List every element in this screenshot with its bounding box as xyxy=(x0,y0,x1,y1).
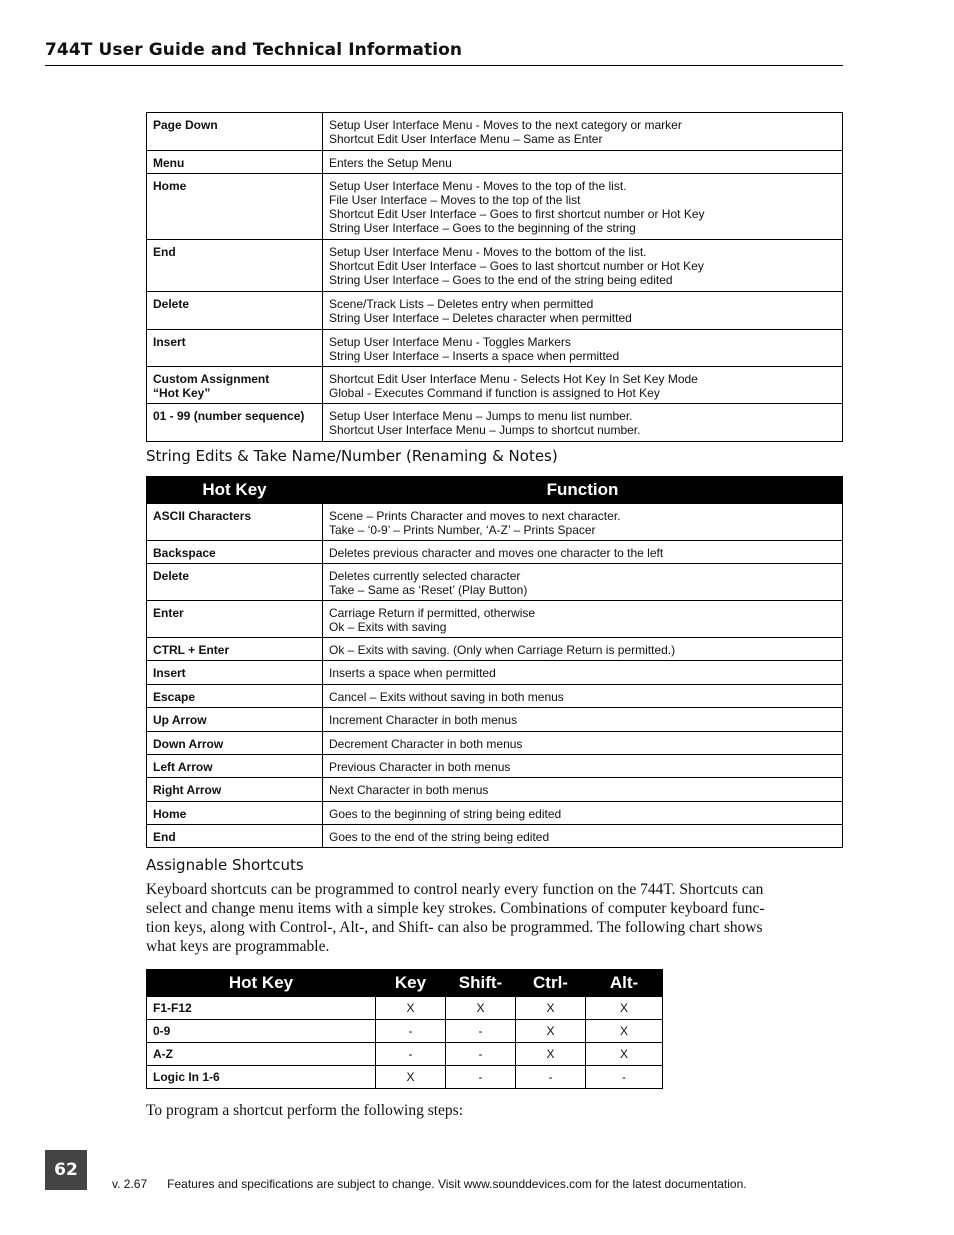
table-row xyxy=(147,638,843,661)
function-cell xyxy=(323,661,843,685)
function-line: String User Interface – Inserts a space when permitted xyxy=(329,349,620,363)
function-line: Enters the Setup Menu xyxy=(329,156,452,170)
table-row xyxy=(147,997,663,1020)
function-line: Deletes currently selected character xyxy=(329,569,521,583)
footer-disclaimer: Features and specifications are subject to change. Visit www.sounddevices.com for the latest documentation. xyxy=(167,1177,747,1191)
function-cell xyxy=(323,685,843,708)
table-row xyxy=(147,174,843,240)
availability-cell: X xyxy=(516,1020,586,1043)
function-cell xyxy=(323,330,843,367)
function-line: Goes to the beginning of string being edited xyxy=(329,807,562,821)
version-label: v. 2.67 xyxy=(112,1177,148,1191)
programmable-keys-table xyxy=(146,969,663,1089)
hotkey-cell: ASCII Characters xyxy=(147,504,323,541)
hotkey-cell: Down Arrow xyxy=(147,732,323,755)
table-row xyxy=(147,601,843,638)
function-line: Cancel – Exits without saving in both menus xyxy=(329,690,564,704)
function-line: Scene/Track Lists – Deletes entry when permitted xyxy=(329,297,594,311)
hotkey-cell: CTRL + Enter xyxy=(147,638,323,661)
function-line: Previous Character in both menus xyxy=(329,760,511,774)
function-cell xyxy=(323,755,843,778)
availability-cell: X xyxy=(586,997,663,1020)
table-row xyxy=(147,404,843,442)
function-line: Scene – Prints Character and moves to next character. xyxy=(329,509,621,523)
function-line: Setup User Interface Menu - Moves to the bottom of the list. xyxy=(329,245,647,259)
hotkey-cell: Custom Assignment “Hot Key” xyxy=(147,367,323,404)
table-row xyxy=(147,732,843,755)
function-line: Ok – Exits with saving. (Only when Carriage Return is permitted.) xyxy=(329,643,676,657)
hotkey-cell: Delete xyxy=(147,292,323,330)
hotkey-cell: F1-F12 xyxy=(147,997,376,1020)
paragraph-line: tion keys, along with Control-, Alt-, and Shift- can also be programmed. The following chart shows xyxy=(146,919,763,936)
function-line: Setup User Interface Menu - Toggles Markers xyxy=(329,335,571,349)
ctrl-column-header: Ctrl- xyxy=(516,970,586,997)
table-row xyxy=(147,802,843,825)
key-column-header: Key xyxy=(376,970,446,997)
table-row xyxy=(147,292,843,330)
function-cell xyxy=(323,825,843,848)
table-row xyxy=(147,708,843,732)
hotkey-cell: Logic In 1-6 xyxy=(147,1066,376,1089)
ui-controls-table xyxy=(146,112,843,442)
function-cell xyxy=(323,367,843,404)
function-line: Setup User Interface Menu – Jumps to menu list number. xyxy=(329,409,633,423)
shortcuts-paragraph xyxy=(146,880,846,956)
function-line: Increment Character in both menus xyxy=(329,713,518,727)
table-row xyxy=(147,825,843,848)
hotkey-cell: End xyxy=(147,825,323,848)
availability-cell: - xyxy=(446,1066,516,1089)
hotkey-cell: Up Arrow xyxy=(147,708,323,732)
function-cell xyxy=(323,151,843,174)
function-column-header: Function xyxy=(323,477,843,504)
function-line: Decrement Character in both menus xyxy=(329,737,523,751)
availability-cell: X xyxy=(446,997,516,1020)
hotkey-cell: Menu xyxy=(147,151,323,174)
assignable-shortcuts-heading: Assignable Shortcuts xyxy=(146,856,304,874)
function-cell xyxy=(323,802,843,825)
function-line: Shortcut Edit User Interface – Goes to last shortcut number or Hot Key xyxy=(329,259,704,273)
table-row xyxy=(147,330,843,367)
availability-cell: X xyxy=(516,1043,586,1066)
function-cell xyxy=(323,404,843,442)
availability-cell: X xyxy=(376,997,446,1020)
function-cell xyxy=(323,541,843,564)
availability-cell: - xyxy=(376,1020,446,1043)
availability-cell: X xyxy=(376,1066,446,1089)
function-line: Shortcut Edit User Interface Menu - Selects Hot Key In Set Key Mode xyxy=(329,372,698,386)
availability-cell: X xyxy=(586,1043,663,1066)
table-row xyxy=(147,240,843,292)
function-cell xyxy=(323,601,843,638)
function-cell xyxy=(323,638,843,661)
function-cell xyxy=(323,113,843,151)
function-cell xyxy=(323,708,843,732)
table-row xyxy=(147,113,843,151)
hotkey-cell: Delete xyxy=(147,564,323,601)
function-line: String User Interface – Goes to the end of the string being edited xyxy=(329,273,673,287)
header-divider xyxy=(45,65,843,66)
function-line: String User Interface – Goes to the beginning of the string xyxy=(329,221,636,235)
function-line: Shortcut User Interface Menu – Jumps to shortcut number. xyxy=(329,423,641,437)
hotkey-cell: Insert xyxy=(147,661,323,685)
table-row xyxy=(147,685,843,708)
availability-cell: - xyxy=(446,1043,516,1066)
table-row xyxy=(147,151,843,174)
table-row xyxy=(147,564,843,601)
paragraph-line: Keyboard shortcuts can be programmed to control nearly every function on the 744T. Shortcuts can xyxy=(146,881,764,898)
function-line: Goes to the end of the string being edited xyxy=(329,830,550,844)
hotkey-cell: Page Down xyxy=(147,113,323,151)
table-row xyxy=(147,1020,663,1043)
function-cell xyxy=(323,174,843,240)
function-cell xyxy=(323,504,843,541)
paragraph-line: select and change menu items with a simple key strokes. Combinations of computer keyboard func- xyxy=(146,900,765,917)
hotkey-cell: End xyxy=(147,240,323,292)
table-row xyxy=(147,1043,663,1066)
hotkey-cell: Escape xyxy=(147,685,323,708)
alt-column-header: Alt- xyxy=(586,970,663,997)
hotkey-cell: Backspace xyxy=(147,541,323,564)
table-row xyxy=(147,661,843,685)
availability-cell: - xyxy=(376,1043,446,1066)
availability-cell: - xyxy=(446,1020,516,1043)
hotkey-cell: Insert xyxy=(147,330,323,367)
page-header-title: 744T User Guide and Technical Information xyxy=(45,40,463,60)
function-cell xyxy=(323,732,843,755)
function-line: Carriage Return if permitted, otherwise xyxy=(329,606,536,620)
table-row xyxy=(147,755,843,778)
function-line: Take – Same as ‘Reset’ (Play Button) xyxy=(329,583,528,597)
hotkey-cell: Left Arrow xyxy=(147,755,323,778)
hotkey-cell: A-Z xyxy=(147,1043,376,1066)
table-row xyxy=(147,778,843,802)
function-line: Take – ‘0-9’ – Prints Number, ‘A-Z’ – Prints Spacer xyxy=(329,523,596,537)
hotkey-column-header: Hot Key xyxy=(147,477,323,504)
function-line: Setup User Interface Menu - Moves to the top of the list. xyxy=(329,179,627,193)
function-line: String User Interface – Deletes character when permitted xyxy=(329,311,632,325)
availability-cell: - xyxy=(516,1066,586,1089)
closing-text: To program a shortcut perform the following steps: xyxy=(146,1102,464,1119)
function-line: Deletes previous character and moves one character to the left xyxy=(329,546,664,560)
function-cell xyxy=(323,292,843,330)
function-line: Global - Executes Command if function is assigned to Hot Key xyxy=(329,386,660,400)
paragraph-line: what keys are programmable. xyxy=(146,938,330,955)
hotkey-cell: Enter xyxy=(147,601,323,638)
function-line: Shortcut Edit User Interface – Goes to first shortcut number or Hot Key xyxy=(329,207,705,221)
shift-column-header: Shift- xyxy=(446,970,516,997)
table-row xyxy=(147,367,843,404)
hotkey-cell: Right Arrow xyxy=(147,778,323,802)
function-line: Setup User Interface Menu - Moves to the next category or marker xyxy=(329,118,682,132)
string-edits-table xyxy=(146,476,843,848)
hotkey-cell: Home xyxy=(147,174,323,240)
function-cell xyxy=(323,240,843,292)
function-cell xyxy=(323,564,843,601)
string-edits-heading: String Edits & Take Name/Number (Renaming & Notes) xyxy=(146,447,558,465)
availability-cell: X xyxy=(516,997,586,1020)
table-row xyxy=(147,504,843,541)
page-number: 62 xyxy=(45,1150,87,1190)
availability-cell: X xyxy=(586,1020,663,1043)
hotkey-cell: 0-9 xyxy=(147,1020,376,1043)
availability-cell: - xyxy=(586,1066,663,1089)
function-line: Ok – Exits with saving xyxy=(329,620,447,634)
footer-note xyxy=(112,1177,747,1191)
hotkey-column-header: Hot Key xyxy=(147,970,376,997)
function-line: File User Interface – Moves to the top of the list xyxy=(329,193,581,207)
function-line: Next Character in both menus xyxy=(329,783,489,797)
hotkey-cell: 01 - 99 (number sequence) xyxy=(147,404,323,442)
hotkey-cell: Home xyxy=(147,802,323,825)
function-cell xyxy=(323,778,843,802)
function-line: Shortcut Edit User Interface Menu – Same as Enter xyxy=(329,132,603,146)
function-line: Inserts a space when permitted xyxy=(329,666,496,680)
table-row xyxy=(147,541,843,564)
table-row xyxy=(147,1066,663,1089)
